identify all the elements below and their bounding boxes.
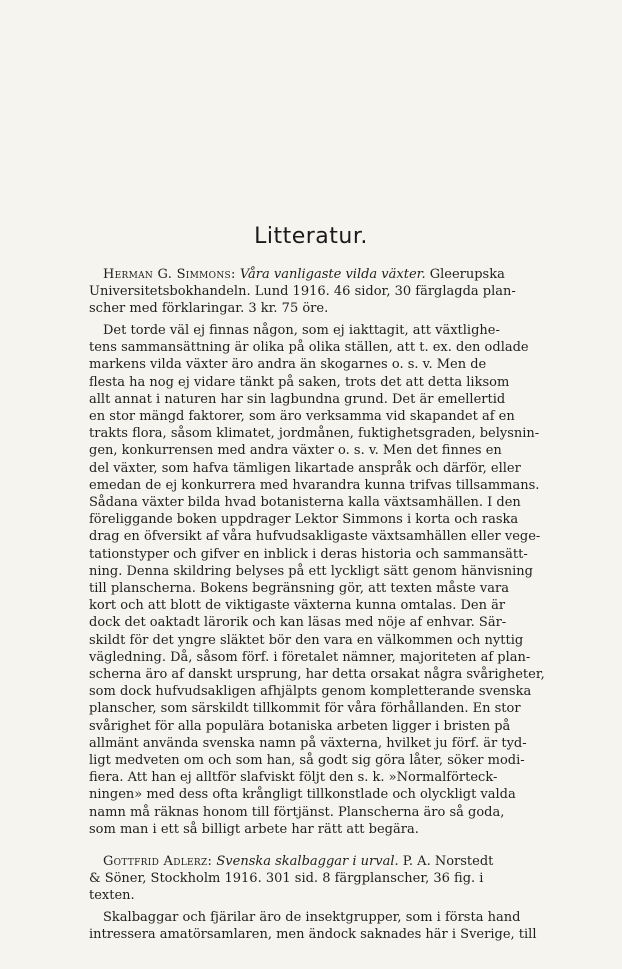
body-line: markens vilda växter äro andra än skogarnes o. s. v. Men de [89,357,487,373]
body-line: scherna äro af danskt ursprung, har detta orsakat några svårigheter, [89,667,545,683]
review1-title: Våra vanligaste vilda växter. [239,267,426,282]
body-line: Sådana växter bilda hvad botanisterna kalla växtsamhällen. I den [89,495,521,511]
review1-citation [89,266,555,318]
body-line: ningen» med dess ofta krångligt tillkonstlade och olyckligt valda [89,787,516,803]
body-line: gen, konkurrensen med andra växter o. s. v. Men det finnes en [89,443,502,459]
body-line: Det torde väl ej finnas någon, som ej iakttagit, att växtlighe- [103,323,500,338]
body-line: föreliggande boken uppdrager Lektor Simmons i korta och raska [89,512,519,528]
body-line: allmänt använda svenska namn på växterna, hvilket ju förf. är tyd- [89,735,527,751]
body-line: trakts flora, såsom klimatet, jordmånen, fuktighetsgraden, belysnin- [89,426,540,442]
section-heading: Litteratur. [254,224,368,249]
body-line: som dock hufvudsakligen afhjälpts genom kompletterande svenska [89,684,532,700]
body-line: del växter, som hafva tämligen likartade anspråk och därför, eller [89,460,521,476]
review1-author: Herman G. Simmons: [103,267,236,282]
review2-citation-line: & Söner, Stockholm 1916. 301 sid. 8 färgplanscher, 36 fig. i [89,871,484,887]
body-line: ning. Denna skildring belyses på ett lyckligt sätt genom hänvisning [89,563,534,579]
body-line: dock det oaktadt lärorik och kan läsas med nöje af enhvar. Sär- [89,615,507,631]
body-line: tens sammansättning är olika på olika ställen, att t. ex. den odlade [89,340,529,356]
body-line: kort och att blott de viktigaste växterna kunna omtalas. Den är [89,598,506,614]
body-line: en stor mängd faktorer, som äro verksamma vid skapandet af en [89,409,515,425]
review2-citation [89,853,555,905]
body-line: skildt för det yngre släktet bör den vara en välkommen och nyttig [89,632,524,648]
body-line: svårighet för alla populära botaniska arbeten ligger i bristen på [89,718,511,734]
review1-body [89,322,555,838]
review2-citation-line: texten. [89,888,135,904]
review2-publisher: P. A. Norstedt [402,854,494,869]
body-line: intressera amatörsamlaren, men ändock saknades här i Sverige, till [89,927,537,943]
review2-body [89,909,555,943]
review1-citation-line [89,266,555,283]
body-line: vägledning. Då, såsom förf. i företalet nämner, majoriteten af plan- [89,649,531,665]
body-line: planscher, som särskildt tillkommit för våra förhållanden. En stor [89,701,521,717]
body-line: ligt medveten om och som han, så godt sig göra låter, söker modi- [89,753,525,769]
body-line: till planscherna. Bokens begränsning gör, att texten måste vara [89,581,509,597]
body-line: allt annat i naturen har sin lagbundna grund. Det är emellertid [89,391,506,407]
body-line: flesta ha nog ej vidare tänkt på saken, trots det att detta liksom [89,374,510,390]
review1-citation-line: scher med förklaringar. 3 kr. 75 öre. [89,301,329,317]
body-line: drag en öfversikt af våra hufvudsakligaste växtsamhällen eller vege- [89,529,541,545]
body-line: som man i ett så billigt arbete har rätt att begära. [89,821,419,837]
review1-citation-line: Universitetsbokhandeln. Lund 1916. 46 sidor, 30 färglagda plan- [89,284,516,300]
review2-title: Svenska skalbaggar i urval. [216,854,399,869]
body-line: tationstyper och gifver en inblick i deras historia och sammansätt- [89,546,528,562]
body-line: emedan de ej konkurrera med hvarandra kunna trifvas tillsammans. [89,477,540,493]
body-line: fiera. Att han ej alltför slafviskt följt den s. k. »Normalförteck- [89,770,498,786]
review2-author: Gottfrid Adlerz: [103,854,213,869]
review1-publisher: Gleerupska [429,267,505,282]
body-line: namn må räknas honom till förtjänst. Planscherna äro så goda, [89,804,505,820]
review2-citation-line [89,853,555,870]
body-line: Skalbaggar och fjärilar äro de insektgrupper, som i första hand [103,910,521,925]
